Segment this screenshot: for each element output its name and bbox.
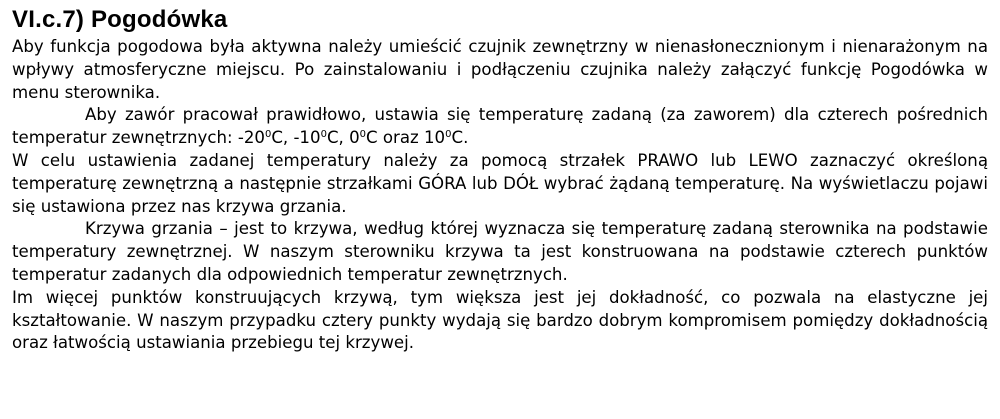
setpoints-text-4: C oraz 10 [366,128,446,148]
paragraph-setting-instructions: W celu ustawienia zadanej temperatury należy za pomocą strzałek PRAWO lub LEWO zaznaczyć określoną temperaturę zewnętrzną a następnie strzałkami GÓRA lub DÓŁ wybrać żądaną temperaturę. Na wyświetlaczu pojawi się ustawiona przez nas krzywa grzania. [12,150,988,216]
paragraph-sensor-installation: Aby funkcja pogodowa była aktywna należy umieścić czujnik zewnętrzny w nienasłonecznionym i nienarażonym na wpływy atmosferyczne miejscu. Po zainstalowaniu i podłączeniu czujnika należy załączyć funkcję Pogodówka w menu sterownika. [12,37,988,102]
setpoints-text-end: C. [451,128,469,148]
paragraph-valve-setpoints [12,104,988,150]
degree-mark: 0 [320,129,327,141]
degree-mark: 0 [264,129,272,141]
degree-mark: 0 [445,129,452,141]
degree-mark: 0 [359,129,367,141]
section-heading: VI.c.7) Pogodówka [12,6,228,33]
setpoints-text: Aby zawór pracował prawidłowo, ustawia się temperaturę zadaną (za zaworem) dla czterech pośrednich temperatur zewnętrznych: -20 [12,105,988,148]
paragraph-curve-accuracy: Im więcej punktów konstruujących krzywą, tym większa jest jej dokładność, co pozwala na elastyczne jej kształtowanie. W naszym przypadku cztery punkty wydają się bardzo dobrym kompromisem pomiędzy dokładnością oraz łatwością ustawiania przebiegu tej krzywej. [12,287,988,353]
paragraph-heating-curve: Krzywa grzania – jest to krzywa, według której wyznacza się temperaturę zadaną sterownika na podstawie temperatury zewnętrznej. W naszym sterowniku krzywa ta jest konstruowana na podstawie czterech punktów temperatur zadanych dla odpowiednich temperatur zewnętrznych. [12,219,988,284]
document-page [12,6,988,355]
setpoints-text-2: C, -10 [271,128,321,148]
setpoints-text-3: C, 0 [326,128,360,148]
